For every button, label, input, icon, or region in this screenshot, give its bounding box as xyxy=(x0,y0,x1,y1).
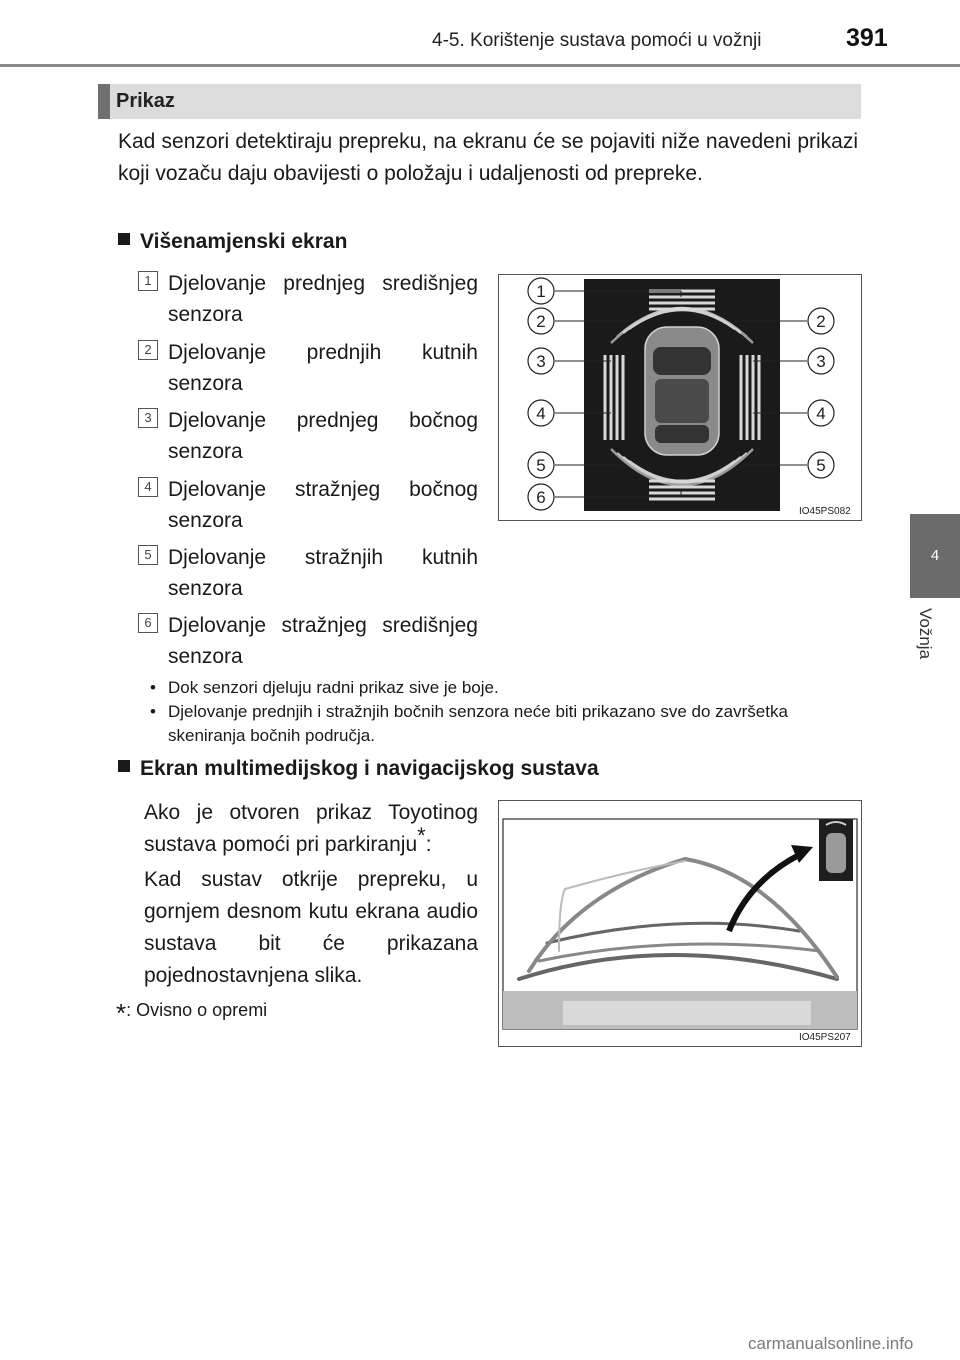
nav-screen-illustration xyxy=(499,801,861,1046)
section-title: Prikaz xyxy=(116,90,175,112)
number-badge: 5 xyxy=(138,545,158,565)
list-item xyxy=(138,610,478,672)
svg-text:6: 6 xyxy=(536,488,546,507)
number-badge: 1 xyxy=(138,271,158,291)
chapter-title: 4-5. Korištenje sustava pomoći u vožnji xyxy=(432,30,762,51)
sensor-display-illustration xyxy=(499,275,861,520)
svg-text:3: 3 xyxy=(536,352,546,371)
svg-text:2: 2 xyxy=(816,312,826,331)
chapter-tab[interactable]: 4 xyxy=(910,514,960,598)
list-item xyxy=(138,405,478,467)
svg-text:4: 4 xyxy=(816,404,826,423)
header-rule xyxy=(0,64,960,67)
square-bullet-icon xyxy=(118,233,130,245)
svg-text:1: 1 xyxy=(536,282,546,301)
note-item: • Djelovanje prednjih i stražnjih bočnih senzora neće biti prikazano sve do završetka skeniranja bočnih područja. xyxy=(148,700,863,748)
nav-paragraph-2: Kad sustav otkrije prepreku, u gornjem desnom kutu ekrana audio sustava bit će prikazana pojednostavnjena slika. xyxy=(144,868,478,987)
nav-display-heading: Ekran multimedijskog i navigacijskog sustava xyxy=(118,757,599,781)
watermark: carmanualsonline.info xyxy=(748,1334,914,1353)
svg-text:5: 5 xyxy=(536,456,546,475)
number-badge: 3 xyxy=(138,408,158,428)
list-item xyxy=(138,337,478,399)
number-badge: 2 xyxy=(138,340,158,360)
list-item-text: Djelovanje prednjih kutnih senzora xyxy=(168,341,478,395)
svg-text:4: 4 xyxy=(536,404,546,423)
svg-text:5: 5 xyxy=(816,456,826,475)
square-bullet-icon xyxy=(118,760,130,772)
intro-paragraph: Kad senzori detektiraju prepreku, na ekranu će se pojaviti niže navedeni prikazi koji vozaču daju obavijesti o položaju i udaljenosti od prepreke. xyxy=(118,130,858,185)
list-item-text: Djelovanje prednjeg središnjeg senzora xyxy=(168,272,478,326)
multi-display-heading: Višenamjenski ekran xyxy=(118,230,347,254)
svg-text:2: 2 xyxy=(536,312,546,331)
list-item-text: Djelovanje stražnjih kutnih senzora xyxy=(168,546,478,600)
list-item-text: Djelovanje stražnjeg središnjeg senzora xyxy=(168,614,478,668)
nav-screen-figure xyxy=(498,800,862,1047)
list-item xyxy=(138,542,478,604)
chapter-tab-label: Vožnja xyxy=(916,608,935,660)
footnote: *: Ovisno o opremi xyxy=(116,998,268,1028)
list-item xyxy=(138,474,478,536)
list-item xyxy=(138,268,478,330)
page-number: 391 xyxy=(846,24,888,52)
svg-text:3: 3 xyxy=(816,352,826,371)
notes-list xyxy=(148,676,863,748)
number-badge: 6 xyxy=(138,613,158,633)
sensor-display-figure xyxy=(498,274,862,521)
section-heading-bar xyxy=(98,84,861,119)
note-item: • Dok senzori djeluju radni prikaz sive je boje. xyxy=(148,676,863,700)
list-item-text: Djelovanje prednjeg bočnog senzora xyxy=(168,409,478,463)
number-badge: 4 xyxy=(138,477,158,497)
nav-paragraph-1: Ako je otvoren prikaz Toyotinog sustava pomoći pri parkiranju*: xyxy=(144,801,478,856)
list-item-text: Djelovanje stražnjeg bočnog senzora xyxy=(168,478,478,532)
figure-code: IO45PS082 xyxy=(799,506,851,517)
figure-code: IO45PS207 xyxy=(799,1032,851,1043)
